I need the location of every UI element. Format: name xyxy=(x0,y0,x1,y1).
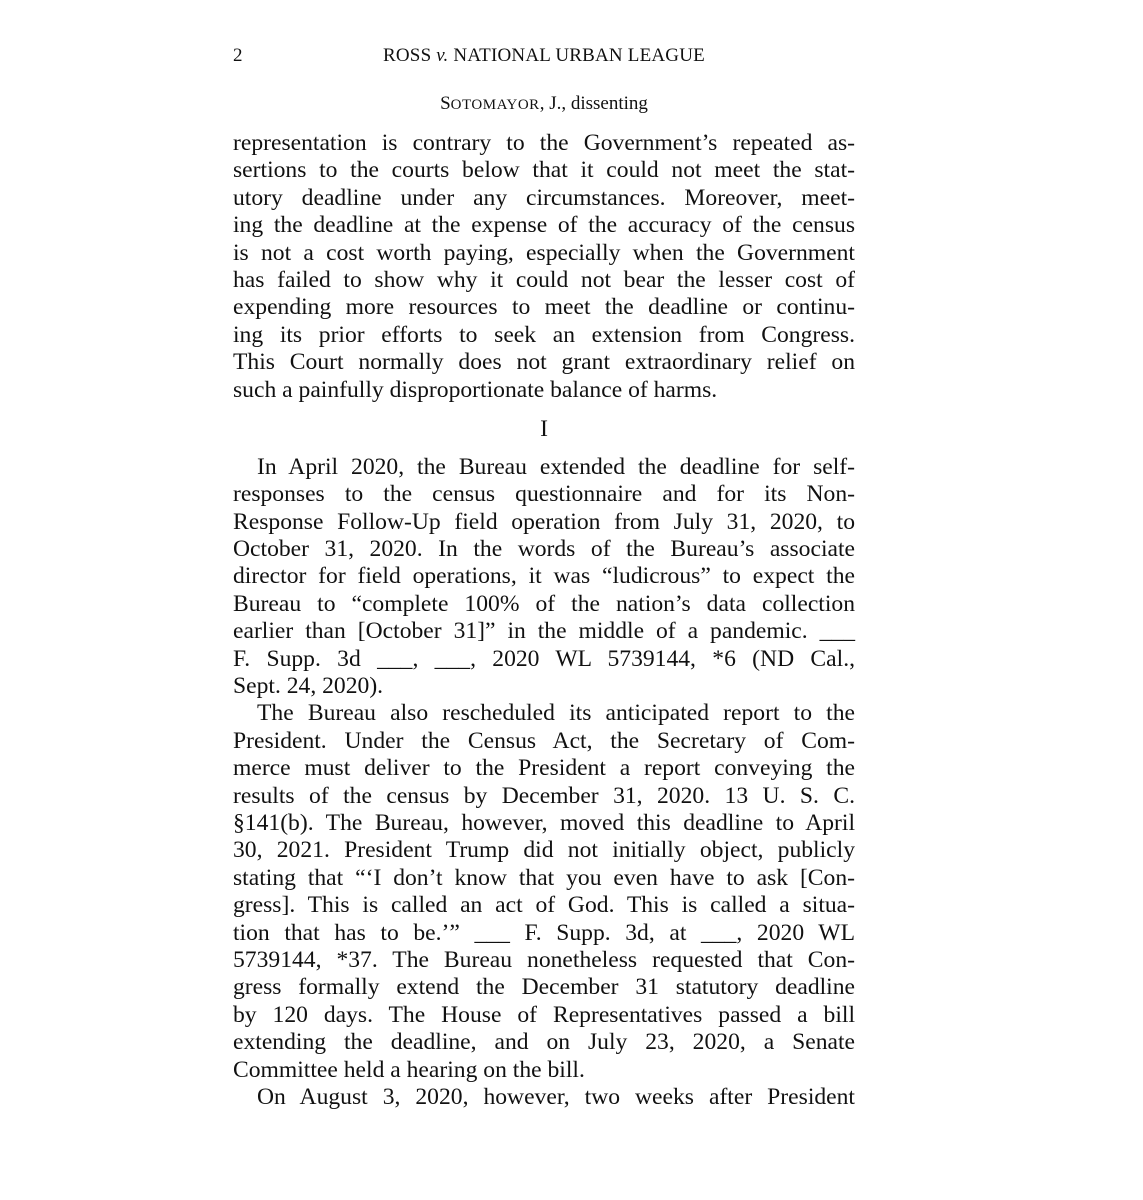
text-line: ing the deadline at the expense of the accuracy of the census xyxy=(233,212,855,239)
opinion-body xyxy=(233,130,855,1111)
text-line: expending more resources to meet the deadline or continu- xyxy=(233,294,855,321)
text-line: §141(b). The Bureau, however, moved this deadline to April xyxy=(233,809,855,836)
text-line: sertions to the courts below that it could not meet the stat- xyxy=(233,157,855,184)
text-line: extending the deadline, and on July 23, 2020, a Senate xyxy=(233,1029,855,1056)
opinion-author-rest: OTOMAYOR xyxy=(450,97,540,113)
page-number: 2 xyxy=(233,45,243,66)
text-line: gress formally extend the December 31 statutory deadline xyxy=(233,974,855,1001)
text-line: The Bureau also rescheduled its anticipated report to the xyxy=(257,700,855,727)
text-line: has failed to show why it could not bear the lesser cost of xyxy=(233,266,855,293)
text-line: gress]. This is called an act of God. This is called a situa- xyxy=(233,892,855,919)
section-heading: I xyxy=(540,415,548,442)
paragraph-2 xyxy=(233,454,855,701)
opinion-type: , J., dissenting xyxy=(539,93,648,114)
paragraph-1 xyxy=(233,130,855,404)
text-line: 30, 2021. President Trump did not initially object, publicly xyxy=(233,837,855,864)
text-line: such a painfully disproportionate balance of harms. xyxy=(233,376,718,403)
opinion-author-initial: S xyxy=(440,93,451,114)
paragraph-4 xyxy=(233,1084,855,1111)
text-line: utory deadline under any circumstances. Moreover, meet- xyxy=(233,184,855,211)
text-line: by 120 days. The House of Representatives passed a bill xyxy=(233,1001,855,1028)
text-line: F. Supp. 3d ___, ___, 2020 WL 5739144, *6 (ND Cal., xyxy=(233,645,855,672)
running-header xyxy=(233,44,855,68)
text-line: Sept. 24, 2020). xyxy=(233,673,384,700)
text-line: This Court normally does not grant extraordinary relief on xyxy=(233,349,855,376)
text-line: Committee held a hearing on the bill. xyxy=(233,1056,585,1083)
text-line: representation is contrary to the Government’s repeated as- xyxy=(233,130,855,156)
case-title-part1: ROSS xyxy=(383,45,437,66)
case-title-versus: v. xyxy=(436,45,449,66)
text-line: tion that has to be.’” ___ F. Supp. 3d, at ___, 2020 WL xyxy=(233,919,855,946)
text-line: In April 2020, the Bureau extended the deadline for self- xyxy=(257,453,855,480)
text-line: results of the census by December 31, 2020. 13 U. S. C. xyxy=(233,782,855,809)
text-line: is not a cost worth paying, especially when the Government xyxy=(233,239,855,266)
opinion-author-line xyxy=(233,92,855,117)
text-line: stating that “‘I don’t know that you even have to ask [Con- xyxy=(233,864,855,891)
text-line: director for field operations, it was “ludicrous” to expect the xyxy=(233,563,855,590)
text-line: responses to the census questionnaire and for its Non- xyxy=(233,481,855,508)
text-line: Bureau to “complete 100% of the nation’s data collection xyxy=(233,590,855,617)
case-title-part2: NATIONAL URBAN LEAGUE xyxy=(448,45,705,66)
paragraph-3 xyxy=(233,700,855,1083)
text-line: October 31, 2020. In the words of the Bureau’s associate xyxy=(233,536,855,563)
text-line: 5739144, *37. The Bureau nonetheless requested that Con- xyxy=(233,946,855,973)
text-line: earlier than [October 31]” in the middle of a pandemic. ___ xyxy=(233,618,855,645)
text-line: Response Follow-Up field operation from July 31, 2020, to xyxy=(233,508,855,535)
text-line: President. Under the Census Act, the Secretary of Com- xyxy=(233,727,855,754)
text-line: ing its prior efforts to seek an extension from Congress. xyxy=(233,321,855,348)
text-line: On August 3, 2020, however, two weeks after President xyxy=(257,1083,855,1110)
case-title xyxy=(233,44,855,68)
text-line: merce must deliver to the President a report conveying the xyxy=(233,755,855,782)
